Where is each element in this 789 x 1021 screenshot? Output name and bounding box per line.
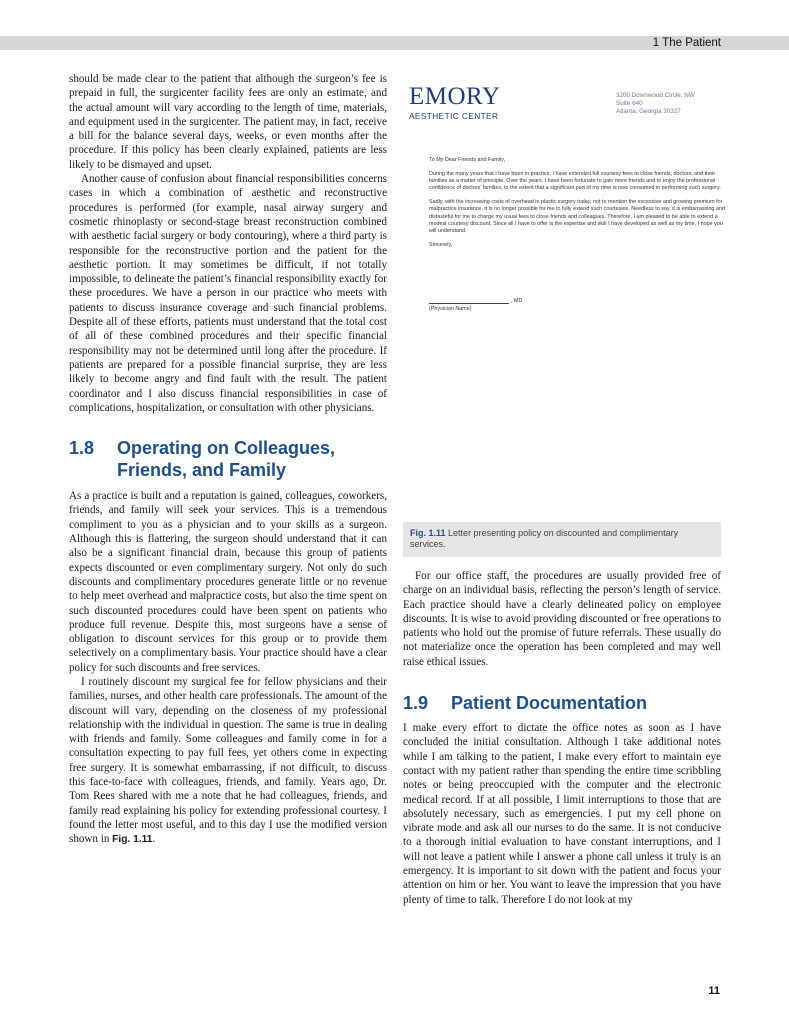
figure-letter bbox=[403, 72, 725, 522]
address-line: Atlanta, Georgia 30327 bbox=[616, 108, 681, 115]
paragraph-text: I routinely discount my surgical fee for fellow physicians and their families, nurses, and other health care professionals. The amount of the discount will vary, depending on the closeness of my professional relationship with the individual in question. The same is true in dealing with friends and family. Some colleagues and family come in for a consultation expecting to pay full fees, yet others come in expecting free surgery. It is somewhat embarrassing, if not difficult, to discuss this face-to-face with colleagues, friends, and family. Years ago, Dr. Tom Rees shared with me a note that he had colleagues, friends, and family read explaining his policy for extending professional courtesy. I found the letter most useful, and to this day I use the modified version shown in bbox=[69, 675, 387, 846]
caption-label: Fig. 1.11 bbox=[410, 528, 446, 538]
section-title: Patient Documentation bbox=[451, 693, 648, 714]
letter-address bbox=[616, 92, 726, 116]
address-line: 3200 Downwood Circle, NW bbox=[616, 92, 695, 99]
emory-logo-subtitle: AESTHETIC CENTER bbox=[409, 111, 499, 121]
section-title: Operating on Colleagues, Friends, and Family bbox=[117, 438, 336, 481]
signature-line bbox=[429, 296, 629, 304]
signature-suffix: , MD bbox=[511, 298, 523, 304]
letter-paragraph: During the many years that I have been in practice, I have extended full courtesy fees to close friends, doctors, and their families as a matter of principle. Over the years, I have been fortunate to gain more friends and to enjoy the professional confidence of doctors’ families, to the extent that a significant part of my time is now consumed in performing such surgery. bbox=[429, 170, 721, 192]
right-column bbox=[403, 72, 725, 907]
body-paragraph: As a practice is built and a reputation is gained, colleagues, coworkers, friends, and family will seek your services. This is a tremendous compliment to you as a physician and to your skills as a surgeon. Although this is flattering, the surgeon should understand that it can also be a significant financial drain, because this group of patients expects discounted or even complimentary surgery. Not only do such discounts and complimentary procedures generate little or no revenue to help meet overhead and malpractice costs, but also the time spent on such discounted procedures could have been spent on patients who produce full revenue. Despite this, most surgeons have a sense of obligation to discount services for this group or to provide them selectively on a complimentary basis. Your practice should have a clear policy for such discounts and free services. bbox=[69, 490, 387, 674]
section-number: 1.8 bbox=[69, 438, 95, 459]
letter-body bbox=[429, 157, 729, 256]
body-paragraph: For our office staff, the procedures are usually provided free of charge on an individual basis, reflecting the person’s length of service. Each practice should have a clearly delineated policy on employee discounts. It is wise to avoid providing discounted or free operations to patients who hold out the promise of future referrals. These usually do not materialize once the operation has been completed and may well raise ethical issues. bbox=[403, 570, 721, 668]
caption-text: Letter presenting policy on discounted and complimentary services. bbox=[410, 528, 679, 549]
signature-blank bbox=[429, 296, 509, 304]
section-number: 1.9 bbox=[403, 693, 429, 714]
figure-caption bbox=[403, 522, 721, 557]
page-number: 11 bbox=[708, 985, 720, 997]
body-paragraph bbox=[69, 675, 387, 848]
section-heading-1-9 bbox=[403, 692, 721, 714]
section-heading-1-8 bbox=[69, 437, 387, 481]
address-line: Suite 640 bbox=[616, 100, 643, 107]
body-paragraph: Another cause of confusion about financial responsibilities concerns cases in which a combination of aesthetic and reconstructive procedures is performed (for example, nasal airway surgery and cosmetic rhinoplasty or second-stage breast reconstruction combined with aesthetic facial surgery or body contouring), where a third party is responsible for the reconstructive portion and the patient for the aesthetic portion. It may sometimes be difficult, if not totally impossible, to delineate the patient’s financial responsibility exactly for these procedures. We have a person in our practice who meets with patients to discuss insurance coverage and such financial problems. Despite all of these efforts, patients must understand that the total cost of all of these combined procedures and their specific financial responsibility may not be determined until long after the procedure. If patients are prepared for a possible financial surprise, they are less likely to become angry and find fault with the result. The patient coordinator and I also discuss financial responsibilities in case of complications, hospitalization, or consultation with other physicians. bbox=[69, 173, 387, 414]
body-paragraph: should be made clear to the patient that although the surgeon’s fee is prepaid in full, the surgicenter facility fees are only an estimate, and the actual amount will vary according to the length of time, materials, and equipment used in the surgicenter. The patient may, in fact, receive a bill for the balance several days, weeks, or even months after the procedure. If this policy has been clearly explained, patients are less likely to be dismayed and upset. bbox=[69, 73, 387, 171]
left-column bbox=[69, 72, 387, 848]
emory-logo: EMORY bbox=[409, 83, 501, 110]
letter-salutation: To My Dear Friends and Family, bbox=[429, 157, 505, 163]
letter-paragraph: Sadly, with the increasing costs of overhead in plastic surgery today, not to mention the excessive and growing premium for malpractice insurance, it is no longer possible for me to fully extend such courtesies. Needless to say, it is embarrassing and distasteful for me to charge my usual fees to close friends and colleagues. Therefore, I am pleased to be able to extend a modest courtesy discount. Since all I have to offer is the expertise and skill I have developed as well as my time, I hope you will understand. bbox=[429, 199, 725, 235]
running-head: 1 The Patient bbox=[652, 37, 721, 49]
punctuation: . bbox=[152, 833, 156, 846]
figure-reference: Fig. 1.11 bbox=[112, 834, 153, 846]
body-paragraph: I make every effort to dictate the office notes as soon as I have concluded the initial consultation. Although I take additional notes while I am talking to the patient, I make every effort to maintain eye contact with my patient rather than spending the entire time scribbling notes or being preoccupied with the computer and the electronic medical record. If at all possible, I limit interruptions to those that are absolutely necessary, such as emergencies. I put my cell phone on vibrate mode and ask all our nurses to do the same. It is not conducive to a thorough initial evaluation to have constant interruptions, and I will not leave a patient while I answer a phone call unless it truly is an emergency. It is important to sit down with the patient and focus your attention on him or her. You want to leave the impression that you have plenty of time to talk. Therefore I do not look at my bbox=[403, 722, 721, 906]
physician-name: (Physician Name) bbox=[429, 306, 472, 312]
letter-closing: Sincerely, bbox=[429, 242, 453, 249]
